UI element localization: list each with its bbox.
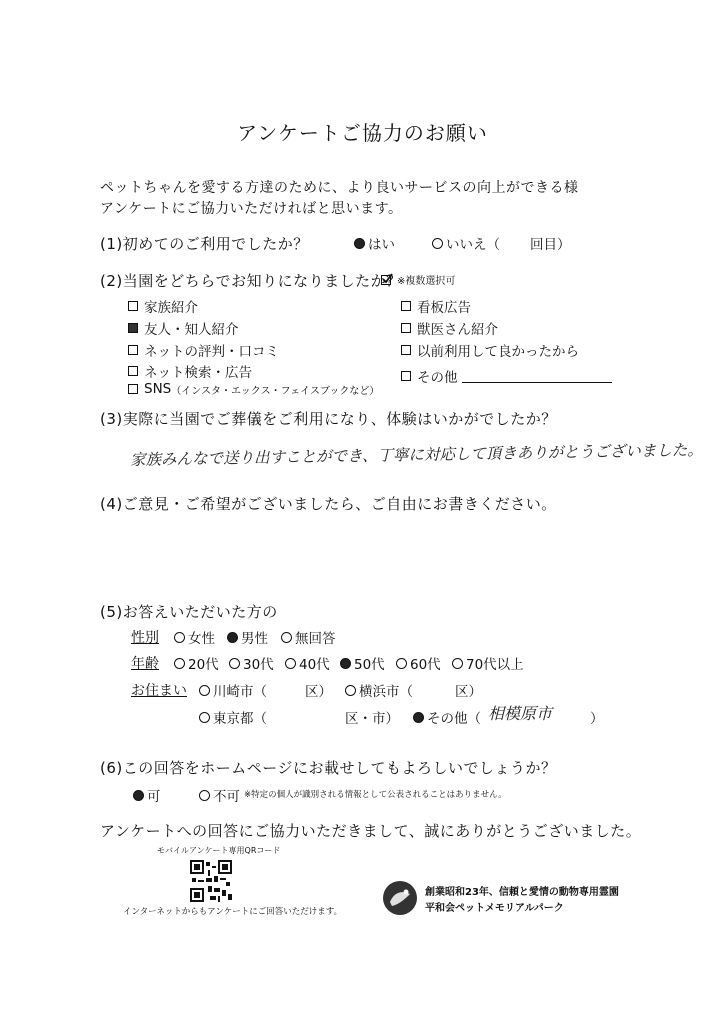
q1-yes-label: はい [368, 237, 395, 253]
q2-option-previous[interactable]: 以前利用して良かったから [401, 340, 579, 360]
q2-option-friend[interactable]: 友人・知人紹介 [128, 318, 239, 338]
radio-empty-icon [174, 658, 185, 669]
intro-line-2: アンケートにご協力いただければと思います。 [100, 201, 403, 217]
q2-option-other[interactable]: その他 [401, 366, 612, 386]
q4-label: (4)ご意見・ご希望がございましたら、ご自由にお書きください。 [100, 495, 557, 513]
checkbox-icon [401, 323, 411, 333]
q2-option-vet[interactable]: 獣医さん紹介 [401, 318, 498, 338]
q3-handwritten-answer: 家族みんなで送り出すことができ、丁寧に対応して頂きありがとうございました。 [129, 441, 703, 469]
qr-caption-top: モバイルアンケート専用QRコード [157, 846, 281, 855]
q5-label: (5)お答えいただいた方の [100, 603, 278, 621]
page-title: アンケートご協力のお願い [237, 121, 488, 145]
gender-option-none[interactable]: 無回答 [281, 627, 336, 647]
qr-caption-bottom: インターネットからもアンケートにご回答いただけます。 [123, 907, 343, 917]
q1-option-no[interactable] [432, 233, 500, 253]
radio-empty-icon [199, 685, 210, 696]
q2-option-search[interactable]: ネット検索・広告 [128, 361, 252, 381]
radio-empty-icon [174, 632, 185, 643]
checkbox-icon [128, 384, 138, 394]
gender-label: 性別 [131, 630, 159, 646]
radio-checked-icon [413, 712, 424, 723]
checkbox-icon [401, 345, 411, 355]
checkmark-box-icon [381, 275, 391, 285]
other-input-line[interactable] [462, 370, 612, 383]
q2-option-family[interactable]: 家族紹介 [128, 296, 198, 316]
q3-label: (3)実際に当園でご葬儀をご利用になり、体験はいかがでしたか？ [100, 410, 557, 428]
q1-count-suffix: 回目） [530, 237, 571, 253]
radio-empty-icon [452, 658, 463, 669]
age-label: 年齢 [131, 656, 159, 672]
residence-other-close: ） [590, 711, 604, 727]
radio-checked-icon [133, 790, 144, 801]
q6-option-ok[interactable]: 可 [133, 785, 161, 805]
q2-label: (2)当園をどちらでお知りになりましたか？ [100, 272, 402, 290]
intro-line-1: ペットちゃんを愛する方達のために、より良いサービスの向上ができる様 [100, 180, 579, 196]
qr-code-icon[interactable] [190, 860, 232, 902]
q1-no-label: いいえ（ [446, 237, 500, 253]
residence-option-yokohama[interactable]: 横浜市（ [345, 680, 413, 700]
thanks-message: アンケートへの回答にご協力いただきまして、誠にありがとうございました。 [100, 822, 642, 840]
residence-other-handwritten: 相模原市 [488, 704, 553, 723]
radio-empty-icon [229, 658, 240, 669]
age-option-50[interactable]: 50代 [340, 653, 385, 673]
age-option-40[interactable]: 40代 [285, 653, 330, 673]
age-option-60[interactable]: 60代 [396, 653, 441, 673]
q6-label: (6)この回答をホームページにお載せしてもよろしいでしょうか？ [100, 759, 557, 777]
radio-checked-icon [227, 632, 238, 643]
checkbox-icon [401, 371, 411, 381]
footer-line-2: 平和会ペットメモリアルパーク [425, 903, 564, 914]
residence-option-tokyo[interactable]: 東京都（ [199, 707, 267, 727]
radio-empty-icon [281, 632, 292, 643]
radio-empty-icon [285, 658, 296, 669]
tokyo-ward-city-suffix: 区・市） [345, 711, 399, 727]
checkbox-icon [128, 345, 138, 355]
residence-option-other[interactable]: その他（ [413, 707, 481, 727]
q6-privacy-note: ※特定の個人が識別される情報として公表されることはありません。 [244, 790, 507, 800]
checkbox-checked-icon [128, 323, 138, 333]
q2-option-reviews[interactable]: ネットの評判・口コミ [128, 340, 279, 360]
q1-label: (1)初めてのご利用でしたか？ [100, 235, 309, 253]
age-option-70plus[interactable]: 70代以上 [452, 653, 524, 673]
residence-option-kawasaki[interactable]: 川崎市（ [199, 680, 267, 700]
radio-empty-icon [345, 685, 356, 696]
q6-option-ng[interactable]: 不可 [199, 785, 240, 805]
checkbox-icon [128, 301, 138, 311]
footer-line-1: 創業昭和23年、信頼と愛情の動物専用霊園 [425, 887, 619, 898]
checkbox-icon [401, 301, 411, 311]
age-option-30[interactable]: 30代 [229, 653, 274, 673]
q2-option-signboard[interactable]: 看板広告 [401, 296, 471, 316]
yokohama-ward-suffix: 区） [455, 684, 482, 700]
residence-label: お住まい [131, 683, 187, 699]
radio-empty-icon [396, 658, 407, 669]
q2-multi-note: ※複数選択可 [381, 272, 455, 287]
checkbox-icon [128, 366, 138, 376]
memorial-park-logo-icon [382, 880, 418, 916]
radio-empty-icon [432, 238, 443, 249]
q1-option-yes[interactable] [354, 233, 395, 253]
radio-checked-icon [354, 238, 365, 249]
age-option-20[interactable]: 20代 [174, 653, 219, 673]
q2-option-sns[interactable]: SNS （インスタ・エックス・フェイスブックなど） [128, 381, 379, 397]
radio-empty-icon [199, 712, 210, 723]
kawasaki-ward-suffix: 区） [305, 684, 332, 700]
gender-option-male[interactable]: 男性 [227, 627, 268, 647]
radio-empty-icon [199, 790, 210, 801]
radio-checked-icon [340, 658, 351, 669]
gender-option-female[interactable]: 女性 [174, 627, 215, 647]
